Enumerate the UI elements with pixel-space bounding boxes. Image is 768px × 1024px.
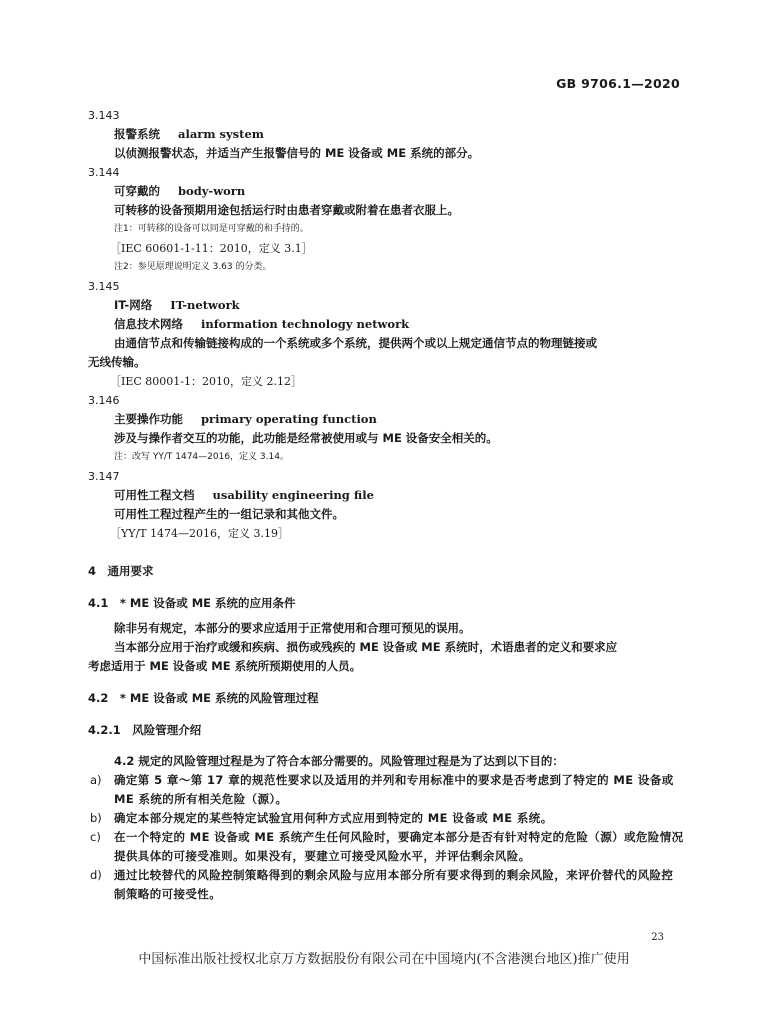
page-number: 23 — [651, 932, 664, 943]
list-text: 确定本部分规定的某些特定试验宜用何种方式应用到特定的 ME 设备或 ME 系统。 — [114, 811, 553, 825]
list-item — [88, 828, 684, 866]
list-text: 确定第 5 章～第 17 章的规范性要求以及适用的并列和专用标准中的要求是否考虑到了特定的 ME 设备或 ME 系统的所有相关危险（源）。 — [114, 773, 674, 806]
term-title — [88, 296, 684, 315]
term-definition: 由通信节点和传输链接构成的一个系统或多个系统，提供两个或以上规定通信节点的物理链接或 — [114, 336, 597, 350]
section-heading: 4.2.1 风险管理介绍 — [88, 723, 202, 737]
term-definition-cont: 无线传输。 — [88, 355, 146, 369]
term-en: IT-network — [170, 298, 240, 312]
term-reference: ［YY/T 1474—2016，定义 3.19］ — [110, 527, 290, 540]
list-marker: a) — [90, 773, 102, 787]
clause-number: 3.143 — [88, 109, 120, 122]
term-title-alt — [88, 315, 684, 334]
term-title — [88, 182, 684, 201]
list-item — [88, 866, 684, 904]
section-heading: 4.1 * ME 设备或 ME 系统的应用条件 — [88, 596, 296, 610]
term-zh: 可用性工程文档 — [114, 488, 195, 502]
section-heading: 4 通用要求 — [88, 564, 154, 578]
term-en: body-worn — [178, 184, 246, 198]
paragraph: 当本部分应用于治疗或缓和疾病、损伤或残疾的 ME 设备或 ME 系统时，术语患者的定义和要求应 — [114, 640, 618, 654]
term-title — [88, 410, 684, 429]
list-item — [88, 771, 684, 809]
term-zh: 可穿戴的 — [114, 184, 160, 198]
term-definition: 涉及与操作者交互的功能，此功能是经常被使用或与 ME 设备安全相关的。 — [114, 431, 498, 445]
term-zh: 主要操作功能 — [114, 412, 183, 426]
term-note: 注1：可转移的设备可以同是可穿戴的和手持的。 — [114, 224, 309, 234]
term-definition: 可用性工程过程产生的一组记录和其他文件。 — [114, 507, 344, 521]
term-zh: 信息技术网络 — [114, 317, 183, 331]
clause-number: 3.146 — [88, 394, 120, 407]
term-title — [88, 486, 684, 505]
term-note: 注：改写 YY/T 1474—2016，定义 3.14。 — [114, 452, 289, 462]
list-marker: d) — [90, 868, 102, 882]
list-item — [88, 809, 684, 828]
term-title — [88, 125, 684, 144]
term-zh: IT-网络 — [114, 298, 153, 312]
term-note: 注2：参见原理说明定义 3.63 的分类。 — [114, 262, 272, 272]
clause-number: 3.144 — [88, 166, 120, 179]
term-en: primary operating function — [201, 412, 377, 426]
page-content — [88, 106, 684, 904]
clause-number: 3.145 — [88, 280, 120, 293]
section-heading: 4.2 * ME 设备或 ME 系统的风险管理过程 — [88, 691, 319, 705]
term-reference: ［IEC 80001-1：2010，定义 2.12］ — [110, 375, 302, 388]
term-reference: ［IEC 60601-1-11：2010，定义 3.1］ — [110, 242, 313, 255]
term-en: usability engineering file — [212, 488, 374, 502]
footer-notice: 中国标准出版社授权北京万方数据股份有限公司在中国境内(不含港澳台地区)推广使用 — [138, 952, 630, 967]
term-zh: 报警系统 — [114, 127, 160, 141]
list-text: 在一个特定的 ME 设备或 ME 系统产生任何风险时，要确定本部分是否有针对特定的危险（源）或危险情况提供具体的可接受准则。如果没有，要建立可接受风险水平，并评估剩余风险。 — [114, 830, 684, 863]
term-definition: 可转移的设备预期用途包括运行时由患者穿戴或附着在患者衣服上。 — [114, 203, 459, 217]
list-text: 通过比较替代的风险控制策略得到的剩余风险与应用本部分所有要求得到的剩余风险，来评价替代的风险控制策略的可接受性。 — [114, 868, 674, 901]
term-en: information technology network — [201, 317, 410, 331]
list-marker: b) — [90, 811, 102, 825]
standard-number: GB 9706.1—2020 — [556, 76, 680, 91]
paragraph: 4.2 规定的风险管理过程是为了符合本部分需要的。风险管理过程是为了达到以下目的： — [114, 754, 564, 768]
list-marker: c) — [90, 830, 101, 844]
paragraph-cont: 考虑适用于 ME 设备或 ME 系统所预期使用的人员。 — [88, 659, 362, 673]
term-en: alarm system — [178, 127, 264, 141]
paragraph: 除非另有规定，本部分的要求应适用于正常使用和合理可预见的误用。 — [114, 621, 471, 635]
clause-number: 3.147 — [88, 470, 120, 483]
term-definition: 以侦测报警状态，并适当产生报警信号的 ME 设备或 ME 系统的部分。 — [114, 146, 480, 160]
